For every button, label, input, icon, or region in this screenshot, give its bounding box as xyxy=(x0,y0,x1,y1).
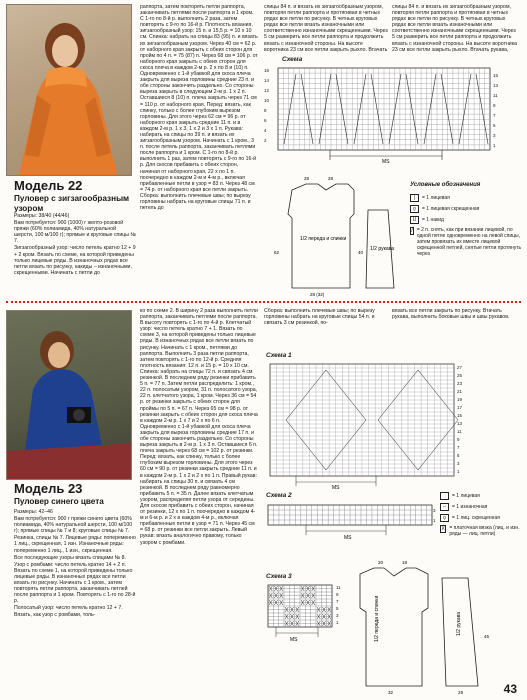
row-label: 9 xyxy=(457,437,460,442)
garter-symbol: X xyxy=(441,526,445,532)
section-separator xyxy=(6,301,521,303)
scheme1-grid xyxy=(266,362,504,490)
model23-title: Модель 23 xyxy=(14,481,83,496)
legend-text: = 1 накид xyxy=(422,217,444,223)
scheme22-grid xyxy=(270,64,510,164)
row-label: 11 xyxy=(336,585,341,590)
model23-col2 xyxy=(140,308,258,696)
dim: 45 xyxy=(484,634,490,639)
sborka23-col xyxy=(264,308,388,344)
row-label: 6 xyxy=(264,118,267,123)
dim: 28 (32) xyxy=(310,292,325,297)
row-label: 13 xyxy=(457,421,463,426)
row-label: 9 xyxy=(336,592,339,597)
legend-item-knit xyxy=(440,492,522,500)
sleeve-label: 1/2 рукава xyxy=(370,246,395,252)
legend-item-knit xyxy=(410,194,522,202)
model22-col4 xyxy=(392,4,518,52)
scheme1-title: Схема 1 xyxy=(266,352,292,359)
scheme1-ms: MS xyxy=(332,485,340,490)
knit-symbol xyxy=(440,492,449,500)
legend-text: = 1 лицевая xyxy=(452,493,480,499)
legend23 xyxy=(440,492,522,540)
model22-pattern: Зигзагообразный узор: число петель кратно 12 + 9 + 2 кром. Вязать по схеме, на которой приведены только лицевые ряды. В изнаночных рядах все петли вязать по рисунку, накиды – изнаночными, скрещенными. Начинать с петли до xyxy=(14,245,136,276)
legend-item-decrease xyxy=(410,227,522,257)
sleeve-label: 1/2 рукава xyxy=(456,611,462,636)
row-label: 8 xyxy=(264,108,267,113)
row-label: 7 xyxy=(336,599,339,604)
row-label: 3 xyxy=(493,133,496,138)
row-label: 7 xyxy=(493,113,496,118)
model22-tail-col xyxy=(392,308,518,344)
dim: 18 xyxy=(402,560,408,565)
legend-text: = 1 лицевая скрещенная xyxy=(422,206,480,212)
model23-stripes: Полосатый узор: число петель кратно 12 + 7. Вязать, как узор с ромбами, толь- xyxy=(14,605,123,618)
model23-pattern-pieces xyxy=(348,548,498,696)
row-label: 15 xyxy=(457,413,463,418)
scheme2-rows xyxy=(433,506,436,526)
legend-item-crossed xyxy=(440,514,522,522)
legend-item-purl xyxy=(440,503,522,511)
model23-rib: Резинка, спицы № 7. Лицевые ряды: попеременно 1 лиц., скрещенная, 1 изн. Изнаночные ряды: попеременно 1 лиц., 1 изн., скрещенная. xyxy=(14,535,136,554)
row-label: 1 xyxy=(457,469,460,474)
piece-label: 1/2 переда и спинки xyxy=(300,236,347,242)
scheme3-title: Схема 3 xyxy=(266,573,292,580)
row-label: 14 xyxy=(264,78,270,83)
yarnover-symbol: U xyxy=(410,216,419,224)
model22-photo xyxy=(6,4,132,176)
legend-text: = 1 изнаночная xyxy=(452,504,488,510)
row-label: 9 xyxy=(493,103,496,108)
row-label: 21 xyxy=(457,389,463,394)
row-label: 17 xyxy=(457,405,463,410)
scheme22-ms: MS xyxy=(382,159,390,164)
row-label: 1 xyxy=(433,518,436,523)
knit-symbol: | xyxy=(410,194,419,202)
row-label: 27 xyxy=(457,365,463,370)
model22-sizes: Размеры: 38/40 (44/46) xyxy=(14,213,70,219)
row-label: 23 xyxy=(457,381,463,386)
row-label: 11 xyxy=(457,429,462,434)
model23-photo xyxy=(6,310,132,480)
row-label: 25 xyxy=(457,373,463,378)
row-label: 4 xyxy=(264,128,267,133)
legend-item-yarnover xyxy=(410,216,522,224)
dim: 29 xyxy=(458,690,464,695)
legend22-title: Условные обозначения xyxy=(410,182,481,188)
model22-col3-text: спицы 84 п. и вязать их зигзагообразным узором, повторяя петли раппорта и протягивая в четных рядах все петли по рисунку. В четных круговых рядах все петли вязать изнаночными или соответственно изнаночными скрещенными. Через 5 см разверить все петли раппорта и продолжить вязать с изнаночной стороны. На высоте воротника 23 см все петли закрыть рыхло. Втачать xyxy=(264,4,388,52)
scheme3-ms: MS xyxy=(290,637,298,643)
legend-text: = платочная вязка (лиц. и изн. ряды — лиц. петли) xyxy=(449,525,520,537)
legend-text: = 1 лиц. скрещенная xyxy=(452,515,500,521)
legend-text: = 2 п. снять, как при вязании лицевой, по одной петле одновременно на левой спицы, затем провязать их вместе лицевой скрещенной петлей, снятые петли протянуть через xyxy=(416,227,522,257)
model22-title: Модель 22 xyxy=(14,178,83,193)
model23-subtitle: Пуловер синего цвета xyxy=(14,497,104,506)
model22-col1 xyxy=(14,213,136,286)
row-label: 13 xyxy=(493,83,499,88)
row-label: 12 xyxy=(264,88,270,93)
tail-text: вязать все петли закрыть по рисунку. Втачать рукава, выполнить боковые швы и швы рукавов. xyxy=(392,308,510,321)
dim: 40 xyxy=(358,250,364,255)
model23-rhombus: Узор с ромбами: число петель кратно 14 + 2 п. Вязать по схеме 1, на которой приведены только лицевые ряды. В изнаночных рядах все петли вязать по рисунку. Начинать с 1 кром., затем повторять петли раппорта, заканчивать петлей после раппорта и 1 кром. Повторять с 1-го по 28-й р. xyxy=(14,561,136,605)
row-label: 3 xyxy=(336,613,339,618)
row-label: 19 xyxy=(457,397,463,402)
model22-materials: Вам потребуется: 900 (1000) г желто-розовой пряжи (60% полиамида, 40% натуральной шерсти, 100 м/100 г); прямые и круговые спицы № 7. xyxy=(14,220,136,245)
model23-materials: Вам потребуется: 900 г пряжи синего цвета (60% полиамида, 40% натуральной шерсти, 100 м/100 г); прямые спицы № 7 и 8; круговые спицы № 7. xyxy=(14,516,133,535)
scheme1-rows xyxy=(457,364,462,476)
row-label: 5 xyxy=(336,606,339,611)
decrease-symbol: / xyxy=(411,228,413,234)
model22-col3 xyxy=(264,4,388,52)
model23-col1 xyxy=(14,509,136,695)
scheme3-grid xyxy=(266,583,346,643)
legend-item-crossed xyxy=(410,205,522,213)
dim: 62 xyxy=(274,250,280,255)
legend-item-garter xyxy=(440,525,522,537)
purl-symbol: – xyxy=(440,503,449,511)
scheme2-grid xyxy=(266,503,441,543)
row-label: 3 xyxy=(457,461,460,466)
row-label: 10 xyxy=(264,98,270,103)
model22-col4-text: спицы 84 п. и вязать их зигзагообразным узором, повторяя петли раппорта и протягивая в четных рядах все петли по рисунку. В четных круговых рядах все петли вязать изнаночными или соответственно изнаночными скрещенными. Через 5 см разверить все петли раппорта и продолжить вязать с изнаночной стороны. На высоте воротника 23 см все петли закрыть рыхло. Втачать рукава, xyxy=(392,4,517,52)
row-label: 5 xyxy=(457,453,460,458)
page-number: 43 xyxy=(503,682,517,696)
scheme2-title: Схема 2 xyxy=(266,492,292,499)
model22-col2-text: раппорта, затем повторять петли раппорта, заканчивать петлями после раппорта и 1 кром. С 1-го по 8-й р. выполнить 2 раза, затем повторять с 9-го по 16-й р. Плотность вязания, зигзагообразный узор: 15 п. и 15,5 р. = 10 х 10 см. Спинка: набрать на спицы 83 (95) п. и вязать их зигзагообразным узором. Через 40 см = 62 р. от наборного края закрыть с обеих сторон для пройм по 4 п. = 75 (87) п. Через 68 см = 106 р. от наборного края закрыть с обеих сторон для скоса плеча в каждом 2-м р. 2 х по 8 и (10) п. Одновременно с 1-й убавкой для скоса плеча закрыть для выреза горловины средние 23 п. и обе стороны закончить раздельно. Со стороны выреза закрыть в следующем 2-м р. 1 х 2 п. Оставшиеся 8 (10) п. плеча закрыть через 71 см = 110 р. от наборного края. Перед: вязать, как спинку, только с более глубоким вырезом горловины. Для этого через 62 см = 96 р. от наборного края закрыть средние 11 п. и в каждом 2-м р. 1 х 3, 1 х 2 и 3 х 1 п. Рукава: набирать на спицы по 39 п. и вязать их зигзагообразным узором. Начинать с 1 кром., 3 п. после петель раппорта, заканчивать петлями после раппорта и 1 кром. С 1-го по 8-й р. выполнить 1 раз, затем повторять с 9-го по 16-й р. Для скосов прибавить с обеих сторон, начиная от наборного края, 22 х по 1 п. поочередно в каждом 2-м и 4-м р., включая прибавленные петли в узор = 83 п. Через 48 см = 74 р. от наборного края все петли закрыть. Сборка: выполнить плечевые швы; по вырезу горловины набрать на круговые спицы 71 п. и петель до xyxy=(140,4,258,212)
row-label: 7 xyxy=(457,445,460,450)
row-label: 1 xyxy=(336,620,339,625)
model22-subtitle: Пуловер с зигзагообразным узором xyxy=(14,194,130,213)
row-label: 15 xyxy=(493,73,499,78)
legend-text: = 1 лицевая xyxy=(422,195,450,201)
model22-col2 xyxy=(140,4,258,296)
model23-all: Все последующие узоры вязать спицами № 8. xyxy=(14,554,126,561)
row-label: 16 xyxy=(264,68,270,73)
dim: 28 xyxy=(328,176,334,181)
dim: 32 xyxy=(388,690,394,695)
dim: 28 xyxy=(304,176,310,181)
scheme2-ms: MS xyxy=(344,535,352,541)
crossed-symbol: ǫ xyxy=(410,205,419,213)
scheme22-title: Схема xyxy=(282,56,303,63)
row-label: 5 xyxy=(493,123,496,128)
row-label: 3 xyxy=(433,508,436,513)
piece-label: 1/2 переда и спинки xyxy=(374,595,380,642)
scheme22-rows-right xyxy=(493,71,498,151)
scheme3-rows xyxy=(336,584,341,626)
scheme22-rows-left xyxy=(264,66,269,146)
dim: 20 xyxy=(378,560,384,565)
model22-pattern-pieces xyxy=(270,170,396,298)
row-label: 1 xyxy=(493,143,496,148)
row-label: 2 xyxy=(264,138,267,143)
model23-sizes: Размеры: 42–46 xyxy=(14,509,53,515)
legend22 xyxy=(410,194,522,260)
model23-col2-text: ко по схеме 2. В ширину 2 раза выполнить петли раппорта, заканчивать петлями после раппорта. В высоту повторять с 1-го по 4-й р. Клетчатый узор: число петель кратно 7 + 1. Вязать по схеме 3, на которой приведены только лицевые ряды. В изнаночных рядах все петли вязать по рисунку. Начинать с 1 кром., петлями до раппорта. Выполнить 3 раза петли раппорта, затем повторять с 1-го по 12-й р. Средняя плотность вязания: 12 п. и 15 р. = 10 х 10 см. Спинка: набрать на спицы 72 п. и связать 4 см резинкой. В последнем ряду резинки прибавить 5 п. = 77 п. Затем петли распределить: 1 кром., 22 п. полосатым узором, 31 п. полосатого узора, 22 п. клетчатого узора, 1 кром. Через 36 см = 54 р. от резинки закрыть с обеих сторон для проймы по 5 п. = 67 п. Через 65 см = 98 р. от резинки закрыть с обеих сторон для скоса плеча в каждом 2-м р. 1 х 7 и 2 х по 6 п. Одновременно с 1-й убавкой для скоса плеча закрыть для выреза горловины средние 17 п. и обе стороны закончить раздельно. Со стороны выреза закрыть в 2-м р. 1 х 3 п. Оставшиеся 6 п. плеча закрыть через 68 см = 102 р. от резинки. Перед: вязать, как спинку, только с более глубоким вырезом горловины. Для этого через 60 см = 90 р. от резинки закрыть средние 11 п. и в каждом 2-м р. 1 х 2 и 2 х по 1 п. Правый рукав: набирать на спицы 30 п. и связать 4 см резинкой. В последнем ряду равномерно прибавить 5 п. = 35 п. Далее вязать клетчатым узором, распределяя петли узора от середины. Для скосов прибавить с обеих сторон, начиная от резинки, 12 х по 1 п. поочередно в каждом 4-м и 6-м р. и 2 х в каждом 4-м р., включая прибавленные петли в узор = 71 п. Через 45 см = 68 р. от резинки все петли закрыть. Левый рукав: вязать аналогично правому, только узором с ромбами. xyxy=(140,308,258,546)
crossed-symbol: ǫ xyxy=(440,514,449,522)
sborka23-text: Сборка: выполнить плечевые швы; по вырезу горловины набрать на круговые спицы 54 п. и связать 3 см резинкой, по- xyxy=(264,308,375,327)
row-label: 11 xyxy=(493,93,498,98)
